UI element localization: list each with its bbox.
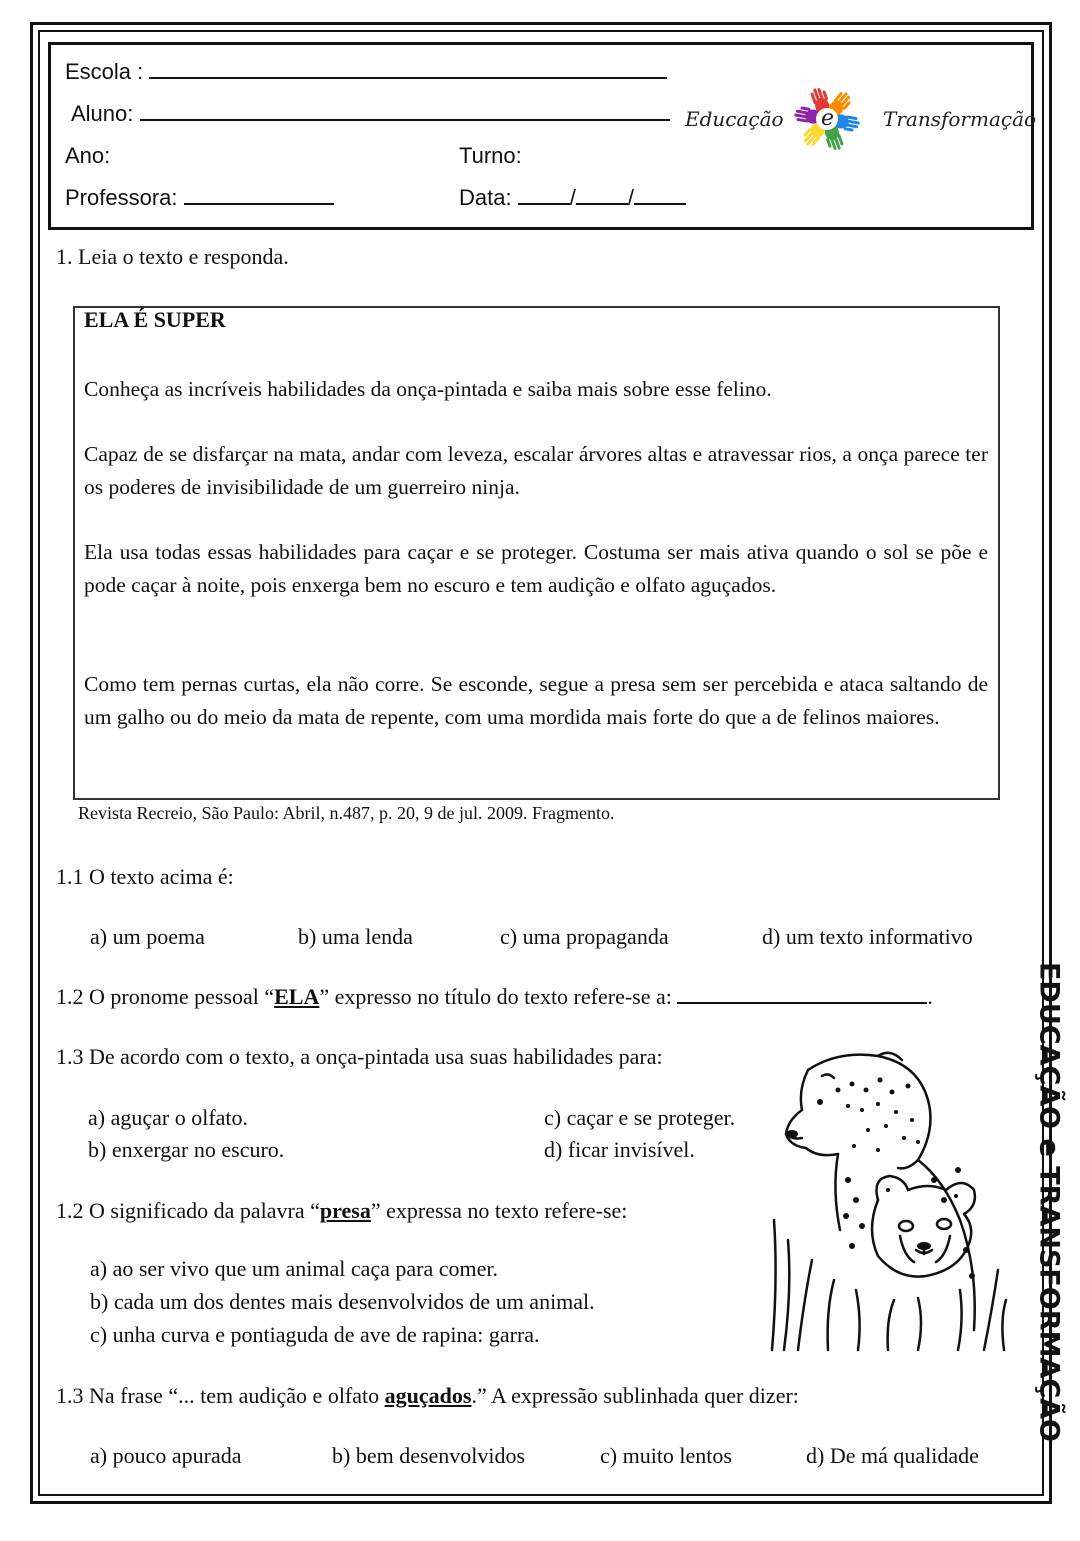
q1-2-answer-line[interactable] (677, 984, 927, 1004)
q1-3-option-c[interactable]: c) caçar e se proteger. (544, 1105, 736, 1130)
q1-2b-option-b[interactable]: b) cada um dos dentes mais desenvolvidos de um animal. (90, 1289, 595, 1314)
aluno-field[interactable] (71, 101, 670, 127)
text-paragraph-3: Ela usa todas essas habilidades para caçar e se proteger. Costuma ser mais ativa quando o sol se põe e pode caçar à noite, pois enxerga bem no escuro e tem audição e olfato aguçados. (84, 540, 988, 597)
q1-2b-word: presa (319, 1198, 371, 1223)
professora-line[interactable] (184, 185, 334, 205)
q1-2-word: ELA (274, 984, 320, 1009)
q1-3b-option-d[interactable]: d) De má qualidade (806, 1443, 979, 1468)
text-paragraph-2: Capaz de se disfarçar na mata, andar com leveza, escalar árvores altas e atravessar rios, a onça parece ter os poderes de invisibilidade de um guerreiro ninja. (84, 442, 988, 499)
q1-3-question: 1.3 De acordo com o texto, a onça-pintada usa suas habilidades para: (56, 1044, 663, 1069)
q1-3-option-a[interactable]: a) aguçar o olfato. (88, 1105, 249, 1130)
q1-1-option-a[interactable]: a) um poema (90, 924, 205, 949)
aluno-label: Aluno: (71, 101, 134, 126)
text-paragraph-4: Como tem pernas curtas, ela não corre. Se esconde, segue a presa sem ser percebida e ataca saltando de um galho ou do meio da mata de repente, com uma mordida mais forte do que a de felinos maiores. (84, 672, 988, 729)
date-slash: / (627, 185, 634, 210)
turno-label: Turno: (459, 143, 522, 168)
q1-2-end: . (927, 984, 933, 1009)
month-line[interactable] (576, 185, 628, 205)
date-slash: / (569, 185, 576, 210)
data-label: Data: (459, 185, 512, 210)
logo-word-educacao: Educação (685, 107, 784, 131)
q1-2b-option-a[interactable]: a) ao ser vivo que um animal caça para comer. (90, 1256, 499, 1281)
q1-3b-word: aguçados (384, 1383, 472, 1408)
q1-2-suffix: ” expresso no título do texto refere-se a: (319, 984, 678, 1009)
logo-word-transformacao: Transformação (883, 107, 1037, 131)
professora-field[interactable] (65, 185, 334, 211)
q1-3b-question (56, 1383, 799, 1409)
professora-label: Professora: (65, 185, 178, 210)
side-watermark (1018, 961, 1080, 1443)
q1-2b-prefix: 1.2 O significado da palavra “ (56, 1198, 320, 1223)
day-line[interactable] (518, 185, 570, 205)
text-source: Revista Recreio, São Paulo: Abril, n.487, p. 20, 9 de jul. 2009. Fragmento. (78, 803, 615, 823)
escola-label: Escola : (65, 59, 144, 84)
side-watermark-text: EDUCAÇÃO e TRANSFORMAÇÃO (1033, 961, 1065, 1443)
text-paragraph-1: Conheça as incríveis habilidades da onça-pintada e saiba mais sobre esse felino. (84, 377, 772, 401)
escola-line[interactable] (149, 59, 667, 79)
text-title: ELA É SUPER (84, 307, 226, 332)
q1-instruction: 1. Leia o texto e responda. (56, 244, 289, 269)
q1-3b-option-c[interactable]: c) muito lentos (600, 1443, 732, 1468)
q1-1-option-c[interactable]: c) uma propaganda (500, 924, 669, 949)
escola-field[interactable] (65, 59, 667, 85)
q1-1-option-b[interactable]: b) uma lenda (298, 924, 413, 949)
header-box (48, 42, 1037, 230)
q1-1-option-d[interactable]: d) um texto informativo (762, 924, 973, 949)
q1-3b-option-a[interactable]: a) pouco apurada (90, 1443, 242, 1468)
q1-2b-question (56, 1198, 627, 1224)
q1-3b-option-b[interactable]: b) bem desenvolvidos (332, 1443, 526, 1468)
q1-3b-prefix: 1.3 Na frase “... tem audição e olfato (56, 1383, 385, 1408)
q1-3-option-b[interactable]: b) enxergar no escuro. (88, 1137, 285, 1162)
year-line[interactable] (634, 185, 686, 205)
logo (683, 79, 1037, 159)
data-field[interactable] (459, 185, 686, 211)
aluno-line[interactable] (140, 101, 670, 121)
cheetah-illustration (768, 1050, 1008, 1360)
q1-2-prefix: 1.2 O pronome pessoal “ (56, 984, 275, 1009)
q1-3-option-d[interactable]: d) ficar invisível. (544, 1137, 695, 1162)
q1-2-question (56, 984, 933, 1010)
q1-1-question: 1.1 O texto acima é: (56, 864, 234, 889)
logo-word-e: e (821, 106, 835, 131)
q1-2b-suffix: ” expressa no texto refere-se: (370, 1198, 628, 1223)
q1-3b-suffix: .” A expressão sublinhada quer dizer: (471, 1383, 799, 1408)
q1-2b-option-c[interactable]: c) unha curva e pontiaguda de ave de rapina: garra. (90, 1322, 540, 1347)
ano-label: Ano: (65, 143, 111, 168)
